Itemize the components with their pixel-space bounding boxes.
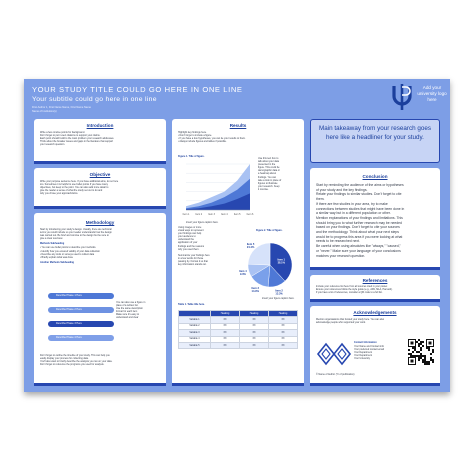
- text-line: of your study and the key findings.: [316, 187, 368, 192]
- results-heading: Results: [229, 123, 247, 128]
- text-line: take a look in place of: [258, 178, 282, 182]
- text-line: Make sure it's easy to: [116, 313, 140, 317]
- text-line: Use this text box to: [258, 157, 279, 160]
- text-line: needs to be researched next.: [316, 239, 360, 244]
- x-tick-label: Item 3: [208, 213, 215, 216]
- qr-module: [428, 361, 430, 363]
- acknowledgements-heading: Acknowledgements: [353, 310, 397, 315]
- card-accent-bar: [310, 383, 440, 386]
- text-line: Think about the broader issues and gaps in the literature that support: [40, 140, 114, 144]
- qr-finder-center: [411, 360, 414, 363]
- text-line: easily display your process for collecting data.: [40, 357, 89, 361]
- text-line: them.: [316, 197, 325, 202]
- text-line: too. Sometimes it is helpful to use bullet points if you have many: [40, 183, 108, 187]
- text-line: it concise.: [258, 187, 269, 191]
- table-cell: XX: [240, 323, 269, 329]
- qr-module: [426, 363, 428, 365]
- methods-subheading: Methods Subheading: [40, 242, 65, 246]
- text-line: If there are few studies in your area, try to make: [316, 201, 388, 206]
- table-cell: Variable 1: [179, 317, 211, 323]
- bullet-item: • You can use bullet points to describe your methods.: [40, 246, 97, 250]
- takeaway-box: [310, 119, 440, 163]
- table-cell: XX: [268, 317, 297, 323]
- text-line: Be careful when using absolutes like "always," "caused,": [316, 244, 401, 249]
- text-line: format for each item: [116, 310, 138, 314]
- text-line: matches your research question.: [316, 253, 366, 258]
- table-cell: XX: [211, 336, 240, 342]
- text-line: terms you could include so your reader understands how the design: [40, 231, 112, 235]
- text-line: You'll also want to briefly describe the analysis you ran on your data.: [40, 360, 113, 364]
- copyright-text: © Name of Author (Yr of publication): [316, 373, 355, 376]
- results-bullets: [172, 128, 304, 143]
- qr-module: [430, 357, 432, 359]
- qr-module: [420, 349, 422, 351]
- qr-module: [428, 347, 430, 349]
- conclusion-card: [310, 168, 440, 270]
- acknowledgements-text: [310, 315, 440, 324]
- bullet-item: • If you have a few hypotheses, you can tie your results to them.: [178, 137, 246, 141]
- qr-module: [422, 361, 424, 363]
- text-line: Ensure your references follow the style guide (e.g., APA, MLA, Harvard).: [316, 288, 393, 292]
- text-line: why you chose your approach/aims.: [40, 192, 79, 196]
- x-tick-label: Item 5: [233, 213, 241, 216]
- phase-4-pill: Describe Phase 4 Here: [48, 335, 114, 341]
- table-cell: XX: [211, 330, 240, 336]
- methodology-closing: [40, 354, 162, 366]
- text-line: in a few words for those: [178, 256, 204, 260]
- phase-1-pill: Describe Phase 1 Here: [48, 293, 114, 299]
- qr-module: [410, 355, 412, 357]
- text-line: Your Department: [354, 354, 372, 358]
- text-line: You can also use a figure in: [116, 301, 146, 304]
- text-line: your research. Keep: [258, 184, 280, 188]
- objective-heading: Objective: [89, 172, 111, 177]
- figure-1-note: [258, 157, 302, 191]
- qr-module: [420, 341, 422, 343]
- qr-finder-center: [411, 342, 414, 345]
- figure-2-source: Insert your figure caption here.: [262, 297, 295, 300]
- contact-title: Contact Information: [354, 341, 377, 344]
- qr-module: [430, 353, 432, 355]
- text-line: based on your findings. Don't forget to cite your sources: [316, 225, 400, 230]
- qr-module: [432, 361, 434, 363]
- text-line: Your University: [354, 357, 370, 361]
- qr-module: [426, 347, 428, 349]
- card-accent-bar: [172, 383, 304, 386]
- text-line: should bring you to what further research may be needed: [316, 220, 402, 225]
- table-cell: XX: [268, 342, 297, 348]
- qr-module: [412, 347, 414, 349]
- qr-module: [420, 343, 422, 345]
- table-cell: XX: [211, 342, 240, 348]
- references-heading: References: [362, 278, 388, 283]
- qr-module: [408, 349, 410, 351]
- text-line: figure. This could be: [258, 166, 280, 170]
- pie-label: Item 3 14.9%: [251, 286, 259, 293]
- bullet-item: • Describe any tools or surveys used to collect data: [40, 252, 95, 256]
- qr-module: [412, 355, 414, 357]
- institution: Name of Institution(s): [32, 110, 57, 113]
- text-line: a heatmap about: [258, 172, 276, 176]
- table-cell: Variable 3: [179, 330, 211, 336]
- text-line: demographic data or: [258, 169, 280, 173]
- table-row: [179, 342, 298, 348]
- text-line: connections between studies that might have been done in: [316, 206, 405, 211]
- qr-code-icon[interactable]: [408, 339, 434, 365]
- phase-2-pill: Describe Phase 2 Here: [48, 307, 114, 313]
- poster-title: YOUR STUDY TITLE COULD GO HERE IN ONE LINE: [32, 85, 243, 94]
- text-line: or "never." Make sure your language of your conclusions: [316, 248, 401, 253]
- figure-2-caption: Figure 2. Title of figure.: [256, 229, 283, 232]
- text-line: Don't forget to put in-text citations to support your claims.: [40, 134, 101, 138]
- text-line: talk about your data: [258, 160, 279, 164]
- pie-label: Item 1 38.1%: [277, 258, 286, 265]
- introduction-text: [34, 128, 166, 146]
- figure-1-source: Insert your figure caption here.: [186, 221, 219, 224]
- x-tick-label: Item 6: [246, 213, 254, 216]
- references-card: [310, 275, 440, 302]
- qr-module: [416, 355, 418, 357]
- text-line: Don't forget to outline the timeline of your study. This can help you: [40, 354, 110, 357]
- text-line: visual ways to represent: [178, 229, 204, 233]
- introduction-card: [34, 119, 166, 164]
- bullet-item: • Briefly explain what was done: [40, 255, 73, 259]
- text-line: understand and clear: [116, 316, 139, 320]
- qr-module: [432, 359, 434, 361]
- table-header: Heading: [211, 311, 240, 317]
- text-line: application of your: [178, 241, 198, 245]
- table-header: Heading: [268, 311, 297, 317]
- text-line: objectives, but keep to the point. You can also add more detail to: [40, 186, 109, 190]
- references-text: [310, 283, 440, 294]
- qr-module: [416, 341, 418, 343]
- qr-module: [420, 357, 422, 359]
- acknowledgements-card: [310, 306, 440, 386]
- pie-label: Item 2 13.3%: [275, 289, 283, 296]
- table-cell: XX: [240, 330, 269, 336]
- conclusion-text: [310, 179, 440, 258]
- table-1-caption: Table 1. Table title here.: [178, 303, 205, 306]
- objective-text: [34, 177, 166, 195]
- text-line: your research question.: [40, 143, 65, 147]
- text-line: was carried out. Be brief and concise to the design but be sure to: [40, 234, 109, 238]
- qr-module: [414, 347, 416, 349]
- text-line: why you used them.: [178, 247, 200, 251]
- qr-module: [426, 361, 428, 363]
- introduction-heading: Introduction: [86, 123, 114, 128]
- table-cell: Variable 2: [179, 323, 211, 329]
- text-line: place of a written list.: [116, 304, 139, 308]
- qr-finder-center: [429, 342, 432, 345]
- qr-module: [414, 355, 416, 357]
- bullet-item: Highlight key findings here.: [178, 131, 207, 134]
- qr-module: [418, 355, 420, 357]
- conclusion-heading: Conclusion: [362, 174, 388, 179]
- university-logo-icon: [390, 83, 414, 111]
- qr-module: [420, 353, 422, 355]
- text-line: your findings can help: [178, 232, 202, 236]
- methods-subheading-2: Another Methods Subheading: [40, 260, 74, 264]
- figure-1-area-chart: [178, 160, 254, 218]
- text-line: Relate your findings to similar studies. Don't forget to cite: [316, 192, 402, 197]
- qr-module: [418, 343, 420, 345]
- logo-placeholder-text: Add your university logo here: [417, 85, 447, 102]
- qr-module: [422, 341, 424, 343]
- text-line: findings and the reasons: [178, 244, 205, 248]
- qr-module: [420, 355, 422, 357]
- qr-module: [430, 359, 432, 361]
- table-cell: XX: [211, 323, 240, 329]
- text-line: acknowledge people who supported your work.: [316, 321, 366, 325]
- takeaway-text: Main takeaway from your research goes here like a headliner for your study.: [319, 125, 431, 141]
- pie-label: Item 4 9.3%: [239, 270, 247, 277]
- text-line: give a clear overview.: [40, 237, 63, 241]
- knot-logo-icon: [316, 339, 352, 369]
- qr-module: [418, 339, 420, 341]
- qr-module: [420, 347, 422, 349]
- qr-module: [416, 351, 418, 353]
- text-line: Using images or more: [178, 226, 202, 229]
- text-line: Your Name and Contact info: [354, 345, 384, 348]
- card-accent-bar: [34, 161, 166, 164]
- table-cell: Variable 5: [179, 342, 211, 348]
- text-line: your audience to: [178, 235, 196, 239]
- bullet-item: • Always include figures and tables if possible.: [178, 140, 227, 144]
- qr-module: [422, 359, 424, 361]
- text-line: Summarize your findings here: [178, 253, 210, 257]
- qr-module: [432, 351, 434, 353]
- card-accent-bar: [310, 299, 440, 302]
- text-line: would be to progress this area if you were looking at what: [316, 234, 403, 239]
- text-line: Start by introducing your study's design. Usually, there are technical: [40, 228, 112, 231]
- qr-module: [408, 353, 410, 355]
- table-cell: XX: [211, 317, 240, 323]
- bullet-item: • Identify how you ensured validity of your data collection: [40, 249, 100, 253]
- text-line: and the methodology. Think about what your next steps: [316, 230, 399, 235]
- text-line: figures to illustrate: [258, 181, 278, 185]
- text-line: understand the: [178, 238, 194, 242]
- contact-info: [354, 345, 402, 360]
- phase-3-pill: Describe Phase 3 Here: [48, 321, 114, 327]
- qr-module: [422, 345, 424, 347]
- text-line: Your preferred contact email: [354, 348, 384, 352]
- qr-module: [424, 357, 426, 359]
- results-table: [178, 310, 298, 349]
- table-header: Heading: [240, 311, 269, 317]
- x-tick-label: Item 2: [195, 213, 203, 216]
- text-line: findings. You can: [258, 175, 277, 179]
- text-line: Write a few concise points for background.: [40, 131, 86, 134]
- figure-1-caption: Figure 1. Title of figure.: [178, 155, 205, 158]
- qr-module: [418, 345, 420, 347]
- x-tick-label: Item 4: [221, 213, 228, 216]
- text-line: Don't forget to reference the programs you used for analysis.: [40, 363, 105, 367]
- card-accent-bar: [34, 206, 166, 209]
- text-line: Start by reminding the audience of the aims or hypotheses: [316, 183, 404, 187]
- qr-module: [428, 349, 430, 351]
- qr-module: [432, 349, 434, 351]
- table-cell: XX: [268, 323, 297, 329]
- table-cell: XX: [240, 317, 269, 323]
- card-accent-bar: [310, 267, 440, 270]
- qr-module: [428, 363, 430, 365]
- qr-module: [418, 359, 420, 361]
- card-accent-bar: [34, 383, 166, 386]
- qr-module: [424, 363, 426, 365]
- qr-module: [422, 355, 424, 357]
- text-line: a similar way but in a different population or other.: [316, 211, 391, 216]
- text-line: If you have a lot of references, consider a QR code to a full list.: [316, 291, 383, 295]
- poster: [24, 79, 450, 392]
- qr-module: [418, 351, 420, 353]
- poster-subtitle: Your subtitle could go here in one line: [32, 96, 157, 103]
- text-line: Write your purpose sentence here. If you have additional aims, do so here: [40, 180, 119, 183]
- text-line: Each point should build to the main problem your research addresses.: [40, 137, 115, 141]
- text-line: Include your reference list here from all sources cited in your poster.: [316, 285, 388, 288]
- qr-module: [424, 355, 426, 357]
- table-cell: Variable 4: [179, 336, 211, 342]
- qr-module: [412, 351, 414, 353]
- table-cell: XX: [240, 336, 269, 342]
- text-line: passing by. Format it so that: [178, 260, 208, 264]
- qr-module: [424, 361, 426, 363]
- qr-module: [418, 357, 420, 359]
- methodology-heading: Methodology: [85, 220, 115, 225]
- objective-card: [34, 168, 166, 209]
- pie-label: Item 5 24.4%: [246, 242, 255, 249]
- text-line: Mention organisations that funded your study here. You can also: [316, 318, 385, 321]
- methodology-card: [34, 213, 166, 386]
- results-card: [172, 119, 304, 386]
- x-tick-label: Item 1: [182, 213, 190, 216]
- methodology-intro: [34, 225, 166, 240]
- figure-2-pie-chart: [240, 235, 304, 297]
- authors: First Author 1, First Name Name, First Name Name: [32, 106, 91, 109]
- text-line: Your Department: [354, 351, 372, 355]
- qr-module: [424, 359, 426, 361]
- table-cell: XX: [268, 336, 297, 342]
- table-cell: XX: [268, 330, 297, 336]
- table-cell: XX: [240, 342, 269, 348]
- qr-module: [410, 353, 412, 355]
- methods-bullets: [34, 245, 166, 258]
- text-line: presented in the: [258, 163, 276, 167]
- phase-note: [116, 301, 162, 320]
- bullet-item: • Don't forget to include a figure.: [178, 134, 212, 138]
- text-line: give the reader a sense of what the study set out to do and: [40, 189, 103, 193]
- text-line: Use the same description: [116, 307, 143, 311]
- text-line: key information stands out.: [178, 263, 207, 267]
- text-line: Mention explanations of your findings and limitations. This: [316, 215, 403, 220]
- qr-module: [414, 349, 416, 351]
- results-summary-text: [178, 226, 240, 266]
